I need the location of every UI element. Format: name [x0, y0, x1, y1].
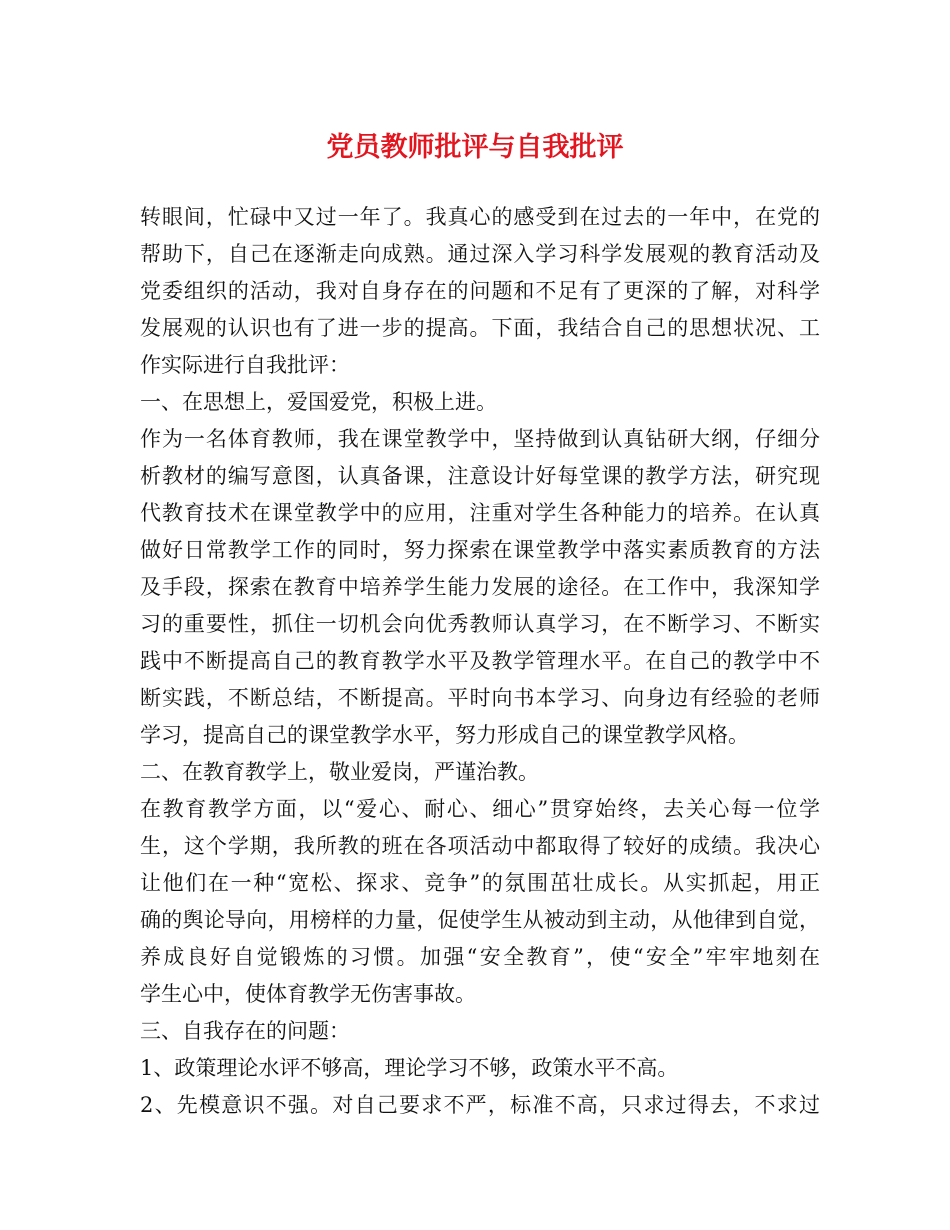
- body-line: 学生心中，使体育教学无伤害事故。: [140, 982, 476, 1006]
- document-body: [140, 199, 820, 1124]
- body-line: 帮助下，自己在逐渐走向成熟。通过深入学习科学发展观的教育活动及: [140, 242, 820, 266]
- body-line: 学习，提高自己的课堂教学水平，努力形成自己的课堂教学风格。: [140, 723, 749, 747]
- body-line: 2、先模意识不强。对自己要求不严，标准不高，只求过得去，不求过: [140, 1093, 820, 1117]
- body-line: 三、自我存在的问题：: [140, 1019, 350, 1043]
- body-line: 发展观的认识也有了进一步的提高。下面，我结合自己的思想状况、工: [140, 316, 820, 340]
- body-line: 二、在教育教学上，敬业爱岗，严谨治教。: [140, 760, 539, 784]
- body-line: 作实际进行自我批评：: [140, 353, 350, 377]
- body-line: 在教育教学方面，以“爱心、耐心、细心”贯穿始终，去关心每一位学: [140, 797, 820, 821]
- body-line: 养成良好自觉锻炼的习惯。加强“安全教育”，使“安全”牢牢地刻在: [140, 945, 820, 969]
- body-line: 践中不断提高自己的教育教学水平及教学管理水平。在自己的教学中不: [140, 649, 820, 673]
- body-line: 党委组织的活动，我对自身存在的问题和不足有了更深的了解，对科学: [140, 279, 820, 303]
- body-line: 1、政策理论水评不够高，理论学习不够，政策水平不高。: [140, 1056, 679, 1080]
- body-line: 确的舆论导向，用榜样的力量，促使学生从被动到主动，从他律到自觉，: [140, 908, 820, 932]
- body-line: 作为一名体育教师，我在课堂教学中，坚持做到认真钻研大纲，仔细分: [140, 427, 820, 451]
- document-title: 党员教师批评与自我批评: [326, 132, 624, 163]
- body-line: 生，这个学期，我所教的班在各项活动中都取得了较好的成绩。我决心: [140, 834, 820, 858]
- body-line: 做好日常教学工作的同时，努力探索在课堂教学中落实素质教育的方法: [140, 538, 820, 562]
- body-line: 代教育技术在课堂教学中的应用，注重对学生各种能力的培养。在认真: [140, 501, 820, 525]
- body-line: 析教材的编写意图，认真备课，注意设计好每堂课的教学方法，研究现: [140, 464, 820, 488]
- body-line: 让他们在一种“宽松、探求、竞争”的氛围茁壮成长。从实抓起，用正: [140, 871, 820, 895]
- body-line: 习的重要性，抓住一切机会向优秀教师认真学习，在不断学习、不断实: [140, 612, 820, 636]
- body-line: 断实践，不断总结，不断提高。平时向书本学习、向身边有经验的老师: [140, 686, 820, 710]
- body-line: 及手段，探索在教育中培养学生能力发展的途径。在工作中，我深知学: [140, 575, 820, 599]
- body-line: 转眼间，忙碌中又过一年了。我真心的感受到在过去的一年中，在党的: [140, 205, 820, 229]
- body-line: 一、在思想上，爱国爱党，积极上进。: [140, 390, 497, 414]
